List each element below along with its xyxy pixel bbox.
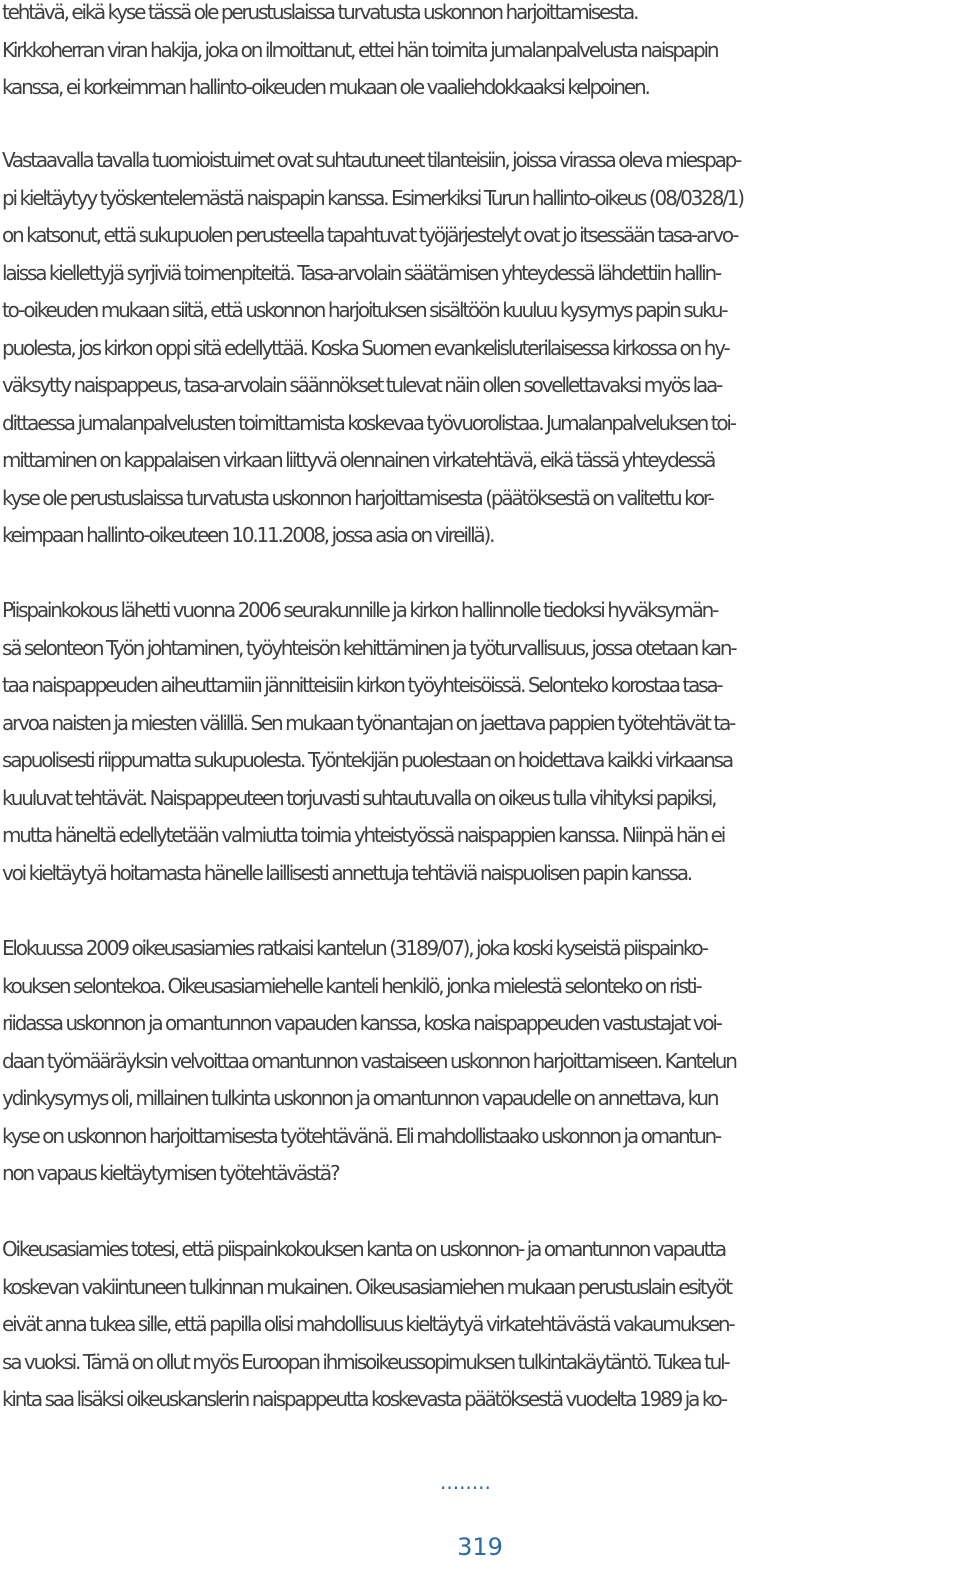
paragraph-1 (2, 0, 958, 107)
text-line: mittaminen on kappalaisen virkaan liittyvä olennainen virkatehtävä, eikä tässä yhteydessä (2, 448, 715, 472)
text-line: mutta häneltä edellytetään valmiutta toimia yhteistyössä naispappien kanssa. Niinpä hän ei (2, 823, 725, 847)
paragraph-5 (2, 1231, 958, 1419)
text-line: sä selonteon Työn johtaminen, työyhteisön kehittäminen ja työturvallisuus, jossa otetaan kan- (2, 635, 736, 660)
text-line: riidassa uskonnon ja omantunnon vapauden kanssa, koska naispappeuden vastustajat voi- (2, 1011, 721, 1035)
text-line: keimpaan hallinto-oikeuteen 10.11.2008, jossa asia on vireillä). (2, 523, 494, 547)
text-line: non vapaus kieltäytymisen työtehtävästä? (2, 1161, 339, 1185)
text-line: ydinkysymys oli, millainen tulkinta uskonnon ja omantunnon vapaudelle on annettava, kun (2, 1086, 718, 1110)
text-line: kinta saa lisäksi oikeuskanslerin naispappeutta koskevasta päätöksestä vuodelta 1989 ja ko- (2, 1387, 726, 1411)
text-line: dittaessa jumalanpalvelusten toimittamista koskevaa työvuorolistaa. Jumalanpalveluksen toi- (2, 410, 735, 435)
text-line: sa vuoksi. Tämä on ollut myös Euroopan ihmisoikeussopimuksen tulkintakäytäntö. Tukea tul- (2, 1349, 729, 1374)
text-line: voi kieltäytyä hoitamasta hänelle laillisesti annettuja tehtäviä naispuolisen papin kanssa. (2, 860, 691, 885)
text-line: arvoa naisten ja miesten välillä. Sen mukaan työnantajan on jaettava pappien työtehtävät ta- (2, 710, 735, 735)
text-line: sapuolisesti riippumatta sukupuolesta. Työntekijän puolestaan on hoidettava kaikki virkaansa (2, 748, 732, 772)
text-line: Elokuussa 2009 oikeusasiamies ratkaisi kantelun (3189/07), joka koski kyseistä piispainko- (2, 936, 707, 960)
text-line: puolesta, jos kirkon oppi sitä edellyttää. Koska Suomen evankelisluterilaisessa kirkossa on hy- (2, 335, 729, 360)
paragraph-3 (2, 592, 958, 892)
text-line: laissa kiellettyjä syrjiviä toimenpiteitä. Tasa-arvolain säätämisen yhteydessä lähdettiin hallin- (2, 260, 721, 285)
paragraph-4 (2, 930, 958, 1193)
text-line: kyse on uskonnon harjoittamisesta työtehtävänä. Eli mahdollistaako uskonnon ja omantun- (2, 1123, 721, 1148)
text-line: väksytty naispappeus, tasa-arvolain säännökset tulevat näin ollen sovellettavaksi myös laa- (2, 373, 722, 397)
text-line: koskevan vakiintuneen tulkinnan mukainen. Oikeusasiamiehen mukaan perustuslain esityöt (2, 1274, 731, 1299)
text-line: daan työmääräyksin velvoittaa omantunnon vastaiseen uskonnon harjoittamiseen. Kantelun (2, 1048, 736, 1073)
text-line: kouksen selontekoa. Oikeusasiamiehelle kanteli henkilö, jonka mielestä selonteko on risti- (2, 973, 701, 998)
text-line: taa naispappeuden aiheuttamiin jännitteisiin kirkon työyhteisöissä. Selonteko korostaa tasa- (2, 673, 722, 697)
text-line: kyse ole perustuslaissa turvatusta uskonnon harjoittamisesta (päätöksestä on valitettu kor- (2, 485, 713, 510)
text-line: pi kieltäytyy työskentelemästä naispapin kanssa. Esimerkiksi Turun hallinto-oikeus (08/0328/1) (2, 185, 743, 210)
text-line: Piispainkokous lähetti vuonna 2006 seurakunnille ja kirkon hallinnolle tiedoksi hyväksymän- (2, 598, 718, 622)
text-line: on katsonut, että sukupuolen perusteella tapahtuvat työjärjestelyt ovat jo itsessään tasa-arvo- (2, 223, 738, 247)
text-line: kanssa, ei korkeimman hallinto-oikeuden mukaan ole vaaliehdokkaaksi kelpoinen. (2, 75, 649, 99)
text-line: Vastaavalla tavalla tuomioistuimet ovat suhtautuneet tilanteisiin, joissa virassa oleva miespap- (2, 148, 741, 172)
text-line: Kirkkoherran viran hakija, joka on ilmoittanut, ettei hän toimita jumalanpalvelusta naispapin (2, 37, 718, 62)
text-line: kuuluvat tehtävät. Naispappeuteen torjuvasti suhtautuvalla on oikeus tulla vihityksi papiksi, (2, 785, 716, 810)
text-line: eivät anna tukea sille, että papilla olisi mahdollisuus kieltäytyä virkatehtävästä vakaumuksen- (2, 1312, 734, 1336)
paragraph-2 (2, 142, 958, 555)
page-number: 319 (457, 1533, 503, 1561)
continuation-dots: ........ (440, 1470, 491, 1494)
text-line: tehtävä, eikä kyse tässä ole perustuslaissa turvatusta uskonnon harjoittamisesta. (2, 0, 638, 24)
text-line: to-oikeuden mukaan siitä, että uskonnon harjoituksen sisältöön kuuluu kysymys papin suku- (2, 298, 727, 322)
text-line: Oikeusasiamies totesi, että piispainkokouksen kanta on uskonnon- ja omantunnon vapautta (2, 1237, 725, 1261)
